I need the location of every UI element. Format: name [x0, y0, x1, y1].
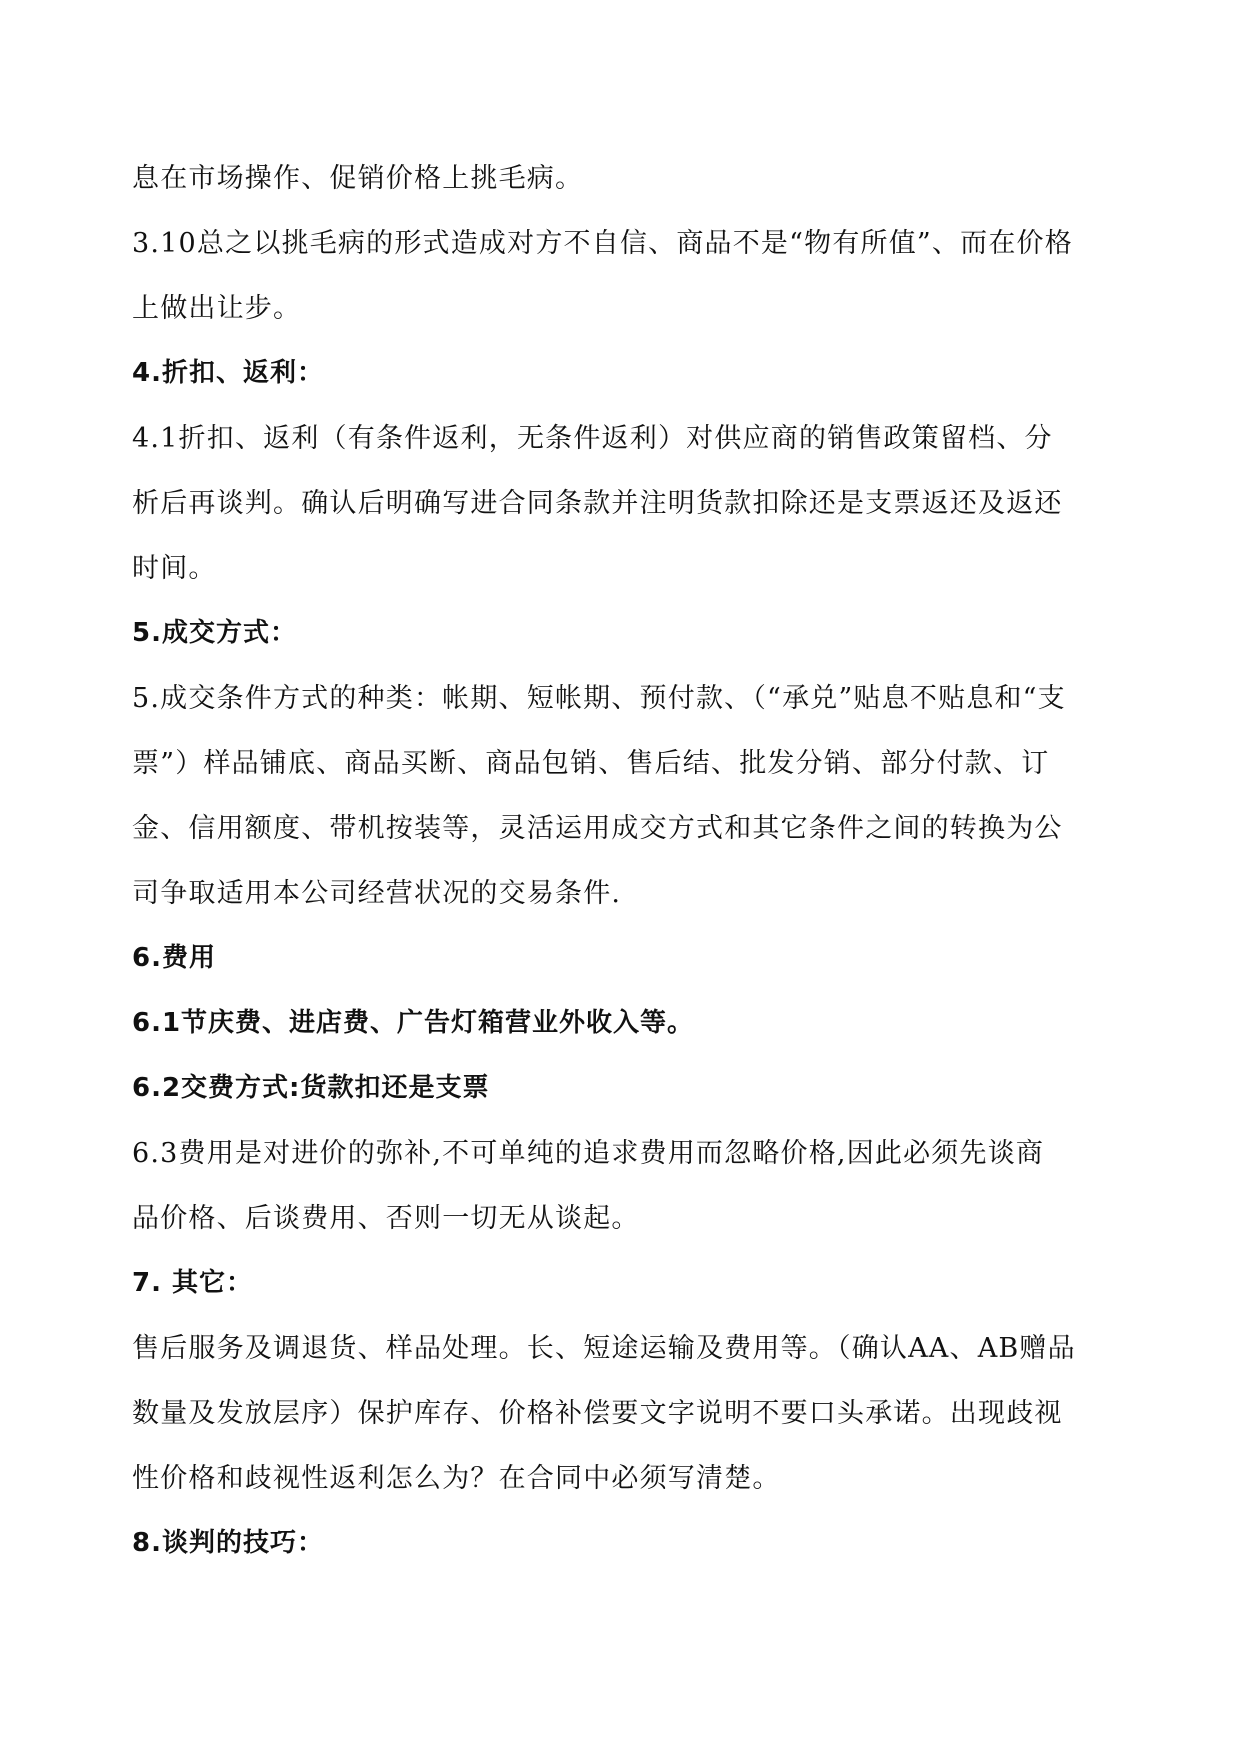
text-line: 票”）样品铺底、商品买断、商品包销、售后结、批发分销、部分付款、订 — [132, 748, 1050, 779]
text-line: 金、信用额度、带机按装等，灵活运用成交方式和其它条件之间的转换为公 — [132, 813, 1063, 844]
text-line: 4.1折扣、返利（有条件返利，无条件返利）对供应商的销售政策留档、分 — [132, 423, 1053, 454]
section-heading: 4.折扣、返利： — [132, 358, 324, 388]
text-line: 品价格、后谈费用、否则一切无从谈起。 — [132, 1203, 640, 1234]
text-line: 5.成交条件方式的种类：帐期、短帐期、预付款、（“承兑”贴息不贴息和“支 — [132, 683, 1066, 714]
text-line: 司争取适用本公司经营状况的交易条件. — [132, 878, 622, 909]
section-heading: 6.2交费方式:货款扣还是支票 — [132, 1073, 490, 1103]
text-line: 时间。 — [132, 553, 217, 584]
section-heading: 7. 其它： — [132, 1268, 254, 1298]
text-line: 3.10总之以挑毛病的形式造成对方不自信、商品不是“物有所值”、而在价格 — [132, 228, 1073, 259]
section-heading: 5.成交方式： — [132, 618, 297, 648]
text-line: 6.3费用是对进价的弥补,不可单纯的追求费用而忽略价格,因此必须先谈商 — [132, 1138, 1045, 1169]
document-body — [132, 146, 1112, 1576]
text-line: 息在市场操作、促销价格上挑毛病。 — [132, 163, 584, 194]
text-line: 售后服务及调退货、样品处理。长、短途运输及费用等。（确认AA、AB赠品 — [132, 1333, 1076, 1364]
text-line: 性价格和歧视性返利怎么为？在合同中必须写清楚。 — [132, 1463, 781, 1494]
text-line: 析后再谈判。确认后明确写进合同条款并注明货款扣除还是支票返还及返还 — [132, 488, 1063, 519]
section-heading: 6.费用 — [132, 943, 216, 973]
text-line: 数量及发放层序）保护库存、价格补偿要文字说明不要口头承诺。出现歧视 — [132, 1398, 1063, 1429]
section-heading: 6.1节庆费、进店费、广告灯箱营业外收入等。 — [132, 1008, 695, 1038]
text-line: 上做出让步。 — [132, 293, 302, 324]
section-heading: 8.谈判的技巧： — [132, 1528, 324, 1558]
